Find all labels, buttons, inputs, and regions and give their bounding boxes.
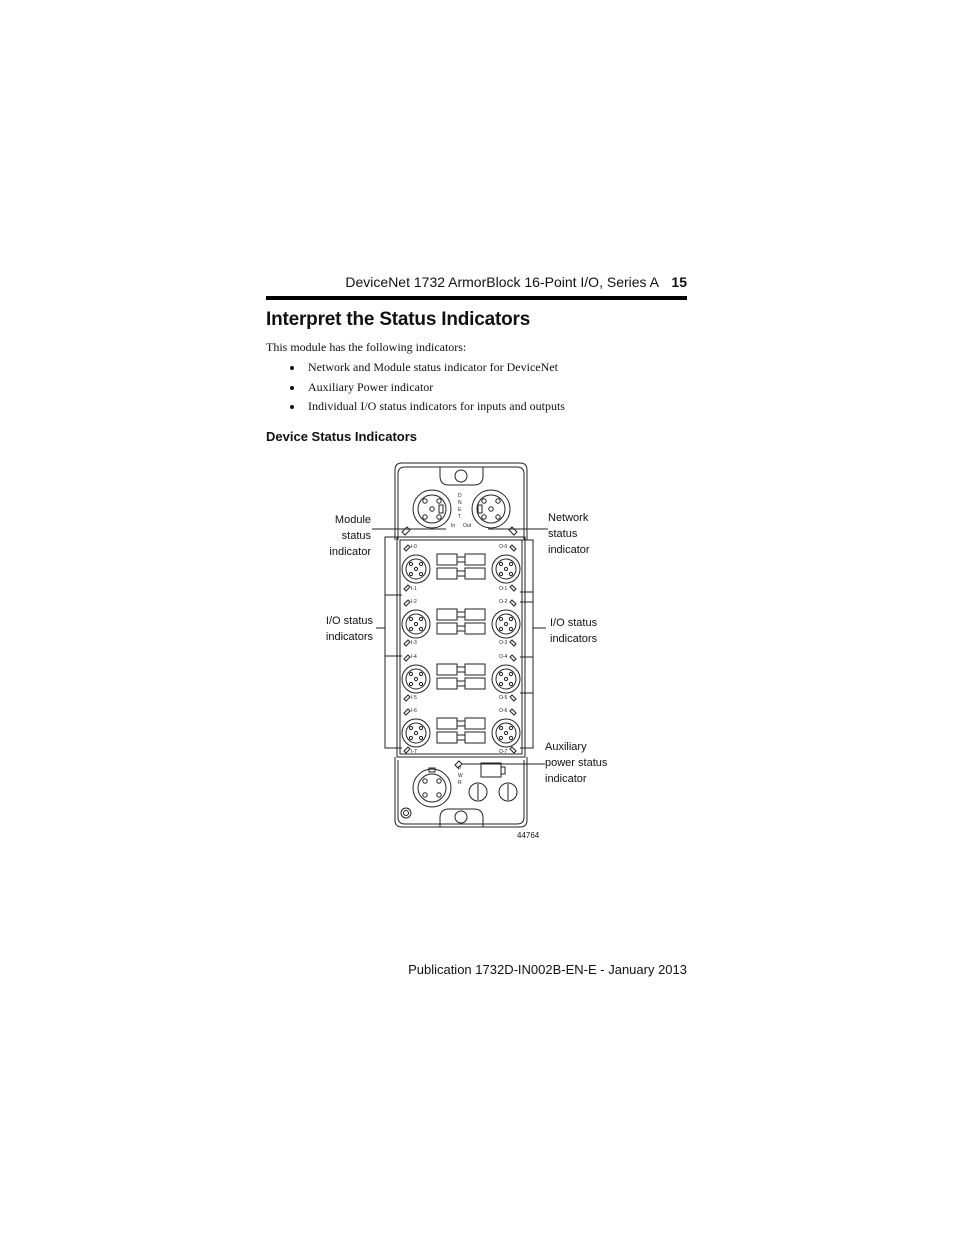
- publication-footer: Publication 1732D-IN002B-EN-E - January 2013: [408, 962, 687, 977]
- svg-text:T: T: [458, 514, 462, 520]
- figure-number: 44764: [517, 831, 540, 840]
- callout-io-status-right: I/O status indicators: [550, 617, 598, 645]
- list-item: Auxiliary Power indicator: [290, 380, 565, 400]
- device-body: [397, 537, 525, 757]
- input-label: I-6: [411, 708, 417, 714]
- module-status-led: [402, 527, 410, 535]
- section-title: Interpret the Status Indicators: [266, 309, 531, 330]
- callout-module-status: Module status indicator: [329, 514, 371, 558]
- callout-aux-power: Auxiliary power status indicator: [545, 741, 608, 785]
- input-label: I-4: [411, 654, 417, 660]
- input-label: I-0: [411, 544, 417, 550]
- running-header-title: DeviceNet 1732 ArmorBlock 16-Point I/O, Series A: [345, 274, 659, 290]
- callout-network-status: Network status indicator: [548, 512, 590, 556]
- list-item: Individual I/O status indicators for inputs and outputs: [290, 399, 565, 419]
- input-label: I-1: [411, 586, 417, 592]
- output-label: O-2: [499, 599, 508, 605]
- dnet-label: D: [458, 493, 462, 499]
- io-row-3: [402, 709, 520, 753]
- in-label: In: [451, 523, 456, 529]
- input-label: I-3: [411, 640, 417, 646]
- output-label: O-7: [499, 749, 508, 755]
- output-label: O-0: [499, 544, 508, 550]
- page-number: 15: [671, 274, 687, 290]
- out-label: Out: [463, 523, 472, 529]
- output-label: O-6: [499, 708, 508, 714]
- svg-text:N: N: [458, 500, 462, 506]
- dnet-in-connector: [413, 490, 451, 528]
- svg-text:W: W: [458, 773, 463, 779]
- svg-text:E: E: [458, 507, 462, 513]
- subsection-title: Device Status Indicators: [266, 429, 417, 444]
- aux-power-connector: [413, 769, 451, 807]
- output-label: O-1: [499, 586, 508, 592]
- pwr-label: P: [458, 766, 462, 772]
- output-label: O-5: [499, 695, 508, 701]
- callout-io-status-left: I/O status indicators: [325, 615, 373, 643]
- input-label: I-5: [411, 695, 417, 701]
- network-status-led: [509, 527, 517, 535]
- input-label: I-7: [411, 749, 417, 755]
- svg-text:R: R: [458, 780, 462, 786]
- list-item: Network and Module status indicator for DeviceNet: [290, 360, 565, 380]
- intro-text: This module has the following indicators:: [266, 340, 467, 354]
- output-label: O-3: [499, 640, 508, 646]
- input-label: I-2: [411, 599, 417, 605]
- io-row-0: [402, 545, 520, 591]
- output-label: O-4: [499, 654, 508, 660]
